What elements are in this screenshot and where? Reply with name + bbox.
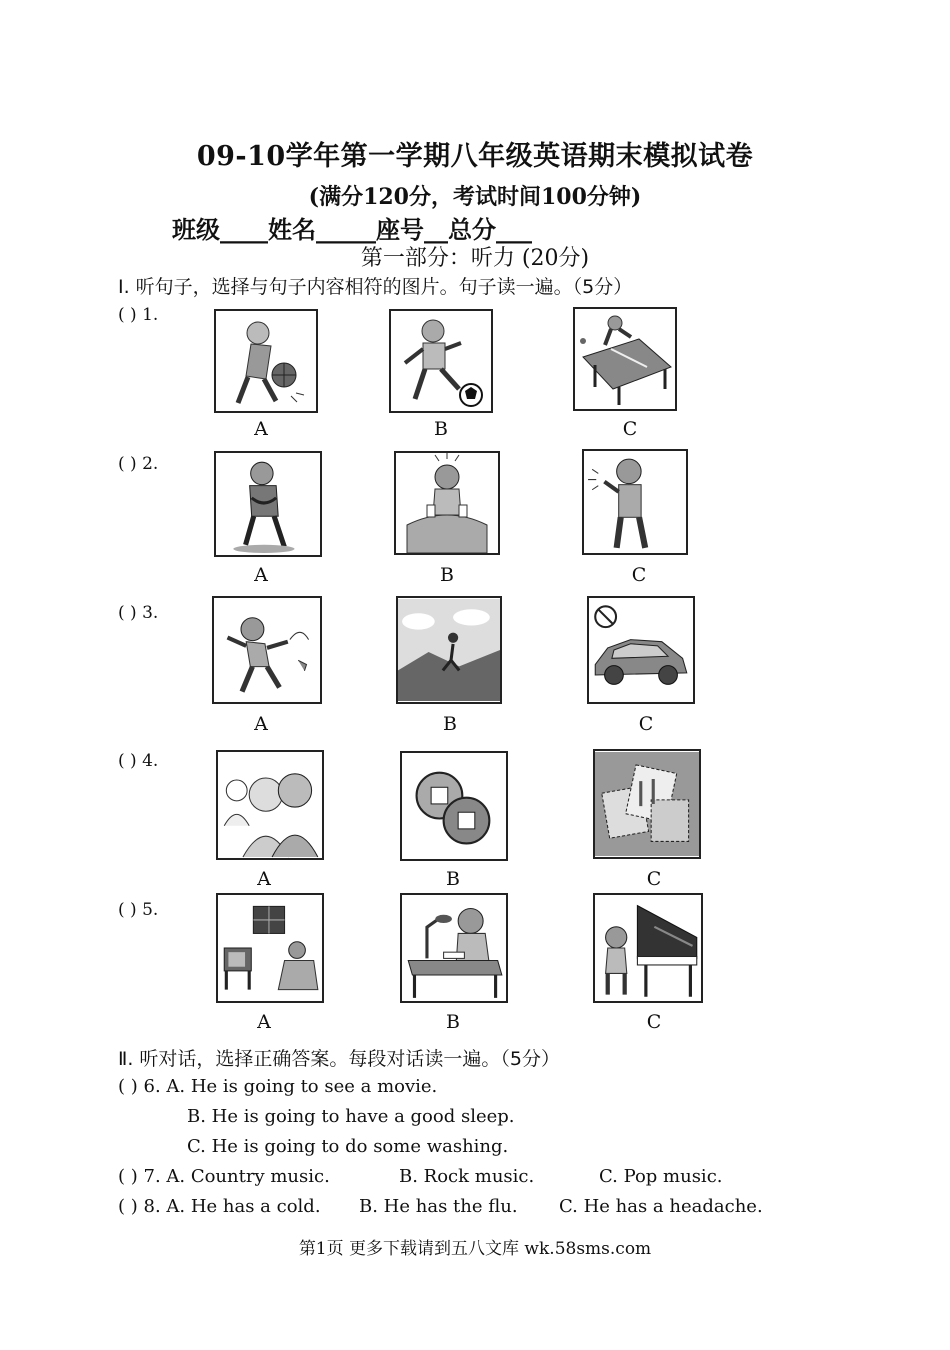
question-8-option-b: B. He has the flu. (359, 1196, 518, 1217)
question-8-option-a: ( ) 8. A. He has a cold. (118, 1196, 321, 1217)
boy-tripping-icon (212, 596, 322, 704)
question-5-label-b: B (446, 1011, 460, 1033)
boy-at-desk-icon (400, 893, 508, 1003)
exam-subtitle: (满分120分，考试时间100分钟) (308, 184, 642, 210)
question-4-label-c: C (646, 868, 662, 890)
question-2-label-c: C (631, 564, 647, 586)
family-portraits-icon (216, 750, 324, 860)
question-4-number: ( ) 4. (118, 751, 159, 771)
question-2-number: ( ) 2. (118, 454, 159, 474)
section2-heading: Ⅱ. 听对话，选择正确答案。每段对话读一遍。（5分） (118, 1048, 561, 1070)
question-3-number: ( ) 3. (118, 603, 159, 623)
question-8-option-c: C. He has a headache. (559, 1196, 763, 1217)
ping-pong-table-icon (573, 307, 677, 411)
question-7-option-b: B. Rock music. (399, 1166, 535, 1187)
running-landscape-icon (396, 596, 502, 704)
section1-heading: Ⅰ. 听句子，选择与句子内容相符的图片。句子读一遍。（5分） (118, 276, 633, 298)
question-1-label-a: A (254, 418, 268, 440)
question-6-option-a: ( ) 6. A. He is going to see a movie. (118, 1076, 438, 1097)
question-7-option-a: ( ) 7. A. Country music. (118, 1166, 330, 1187)
question-3-label-c: C (638, 713, 654, 735)
watching-tv-icon (216, 893, 324, 1003)
page-footer: 第1页 更多下载请到五八文库 wk.58sms.com (298, 1239, 652, 1259)
boy-basketball-fall-icon (214, 309, 318, 413)
question-2-label-b: B (440, 564, 454, 586)
part1-title: 第一部分：听力 (20分) (360, 246, 590, 271)
question-4-label-b: B (446, 868, 460, 890)
question-1-label-b: B (434, 418, 448, 440)
question-3-label-a: A (254, 713, 268, 735)
question-1-label-c: C (622, 418, 638, 440)
student-info-line: 班级____姓名_____座号__总分___ (172, 215, 532, 244)
coins-icon (400, 751, 508, 861)
stamps-icon (593, 749, 701, 859)
boy-piano-icon (593, 893, 703, 1003)
boy-soccer-icon (389, 309, 493, 413)
question-3-label-b: B (443, 713, 457, 735)
question-5-label-c: C (646, 1011, 662, 1033)
question-1-number: ( ) 1. (118, 305, 159, 325)
question-6-option-c: C. He is going to do some washing. (187, 1136, 509, 1157)
boy-coughing-icon (582, 449, 688, 555)
question-5-number: ( ) 5. (118, 900, 159, 920)
boy-fever-icon (394, 451, 500, 555)
question-2-label-a: A (254, 564, 268, 586)
question-7-option-c: C. Pop music. (599, 1166, 723, 1187)
page-title: 09-10学年第一学期八年级英语期末模拟试卷 (196, 141, 754, 172)
boy-stomachache-icon (214, 451, 322, 557)
question-6-option-b: B. He is going to have a good sleep. (187, 1106, 515, 1127)
question-4-label-a: A (257, 868, 271, 890)
car-no-parking-icon (587, 596, 695, 704)
question-5-label-a: A (257, 1011, 271, 1033)
